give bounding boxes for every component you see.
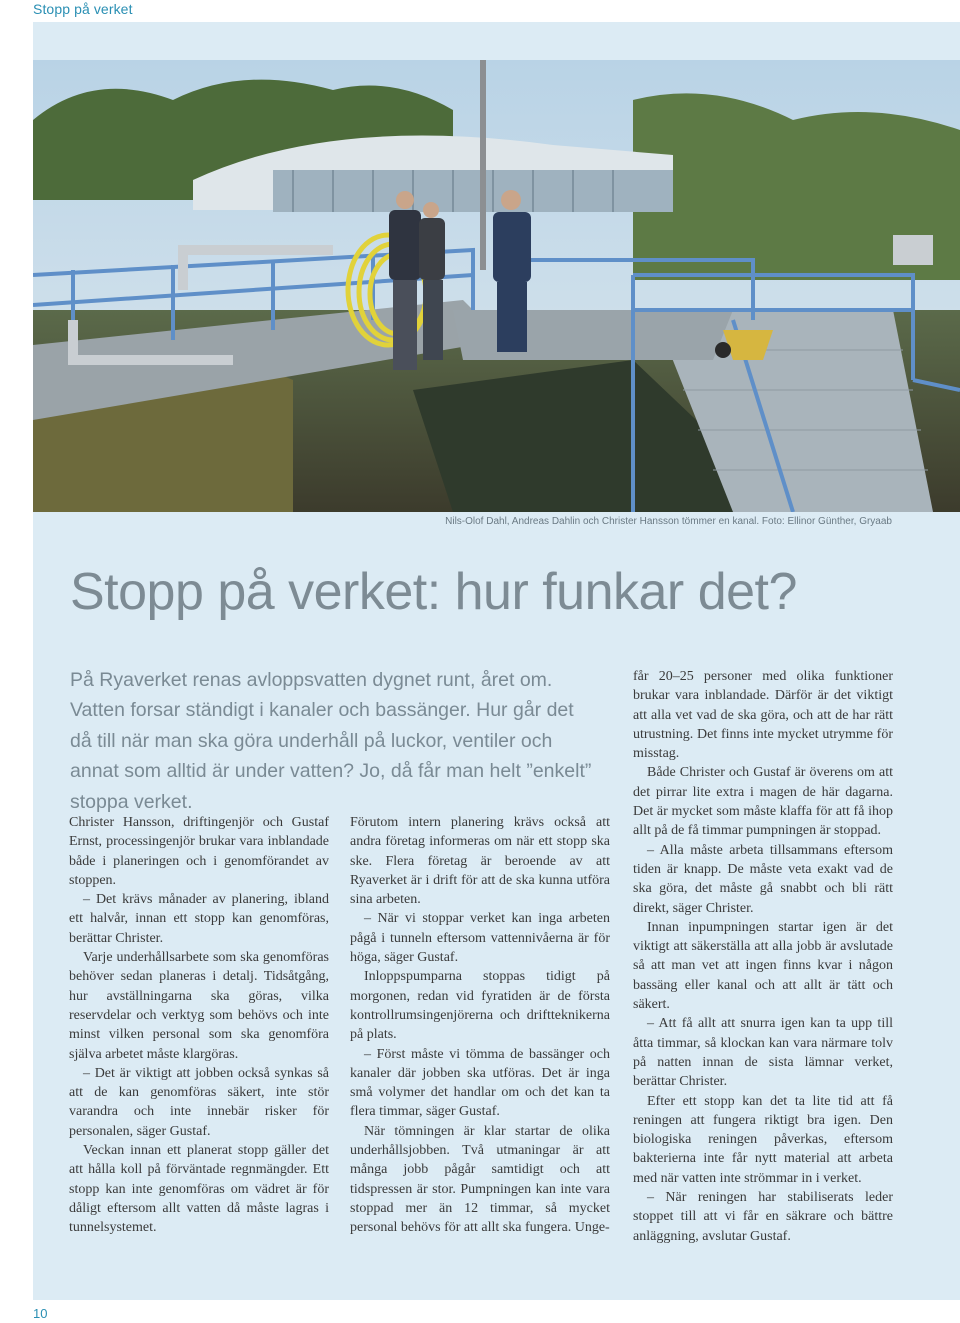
paragraph: Både Christer och Gustaf är överens om att det pirrar lite extra i magen de här dagarna. Det är mycket som måste klaffa för att få ihop allt på de få timmar pumpningen är stoppad. xyxy=(633,765,893,839)
page-number: 10 xyxy=(33,1306,48,1321)
paragraph: – Först måste vi tömma de bassänger och kanaler där jobben ska utföras. Det är inga små volymer det handlar om och det kan ta flera timmar, säger Gustaf. xyxy=(350,1046,610,1120)
page-header xyxy=(0,0,960,22)
paragraph: – Alla måste arbeta tillsammans eftersom tiden är knapp. De måste veta exakt vad de ska göra, det måste gå snabbt och bli rätt direkt, säger Christer. xyxy=(633,842,893,916)
paragraph: får 20–25 personer med olika funktioner brukar vara inblandade. Därför är det viktigt att alla vet vad de ska göra, och att de har rätt utrustning. Det finns inte mycket utrymme för misstag. xyxy=(633,669,893,762)
section-label: Stopp på verket xyxy=(33,1,133,17)
body-column-3 xyxy=(633,667,893,1246)
paragraph: – Att få allt att snurra igen kan ta upp till åtta timmar, så klockan kan vara närmare tolv på natten innan de sista lämnar verket, berättar Christer. xyxy=(633,1016,893,1090)
article-title: Stopp på verket: hur funkar det? xyxy=(70,563,797,621)
article-photo xyxy=(33,60,960,512)
paragraph: – När reningen har stabiliserats leder stoppet till att vi får en säkrare och bättre anläggning, avslutar Gustaf. xyxy=(633,1190,893,1244)
body-column-2 xyxy=(350,813,610,1238)
paragraph: Inloppspumparna stoppas tidigt på morgonen, redan vid fyratiden är de första kontrollrumsingenjörerna och driftteknikerna på plats. xyxy=(350,969,610,1043)
paragraph: – Det är viktigt att jobben också synkas så att de kan genomföras säkert, inte stör varandra och inte innebär risker för personalen, säger Gustaf. xyxy=(69,1065,329,1139)
paragraph: Efter ett stopp kan det ta lite tid att få reningen att fungera riktigt bra igen. Den biologiska reningen påverkas, eftersom bakterierna inte får nytt material att arbeta med när vatten inte strömmar in i verket. xyxy=(633,1093,893,1186)
paragraph: Innan inpumpningen startar igen är det viktigt att säkerställa att alla jobb är avslutade så att man vet att ingen finns kvar i någon bassäng eller kanal och att allt är tätt och säkert. xyxy=(633,919,893,1013)
paragraph: Förutom intern planering krävs också att andra företag informeras om när ett stopp ska ske. Flera företag är beroende av att Ryaverket är i drift för att de ska kunna utföra sina arbeten. xyxy=(350,815,610,908)
paragraph: Christer Hansson, driftingenjör och Gustaf Ernst, processingenjör brukar vara inblandade både i planeringen och i genomförandet av stoppen. xyxy=(69,815,329,888)
paragraph: Veckan innan ett planerat stopp gäller det att hålla koll på förväntade regnmängder. Ett stopp kan inte genomföras om vädret är för dåligt eftersom allt vatten då måste lagras i tunnelsystemet. xyxy=(69,1143,329,1236)
paragraph: Varje underhållsarbete som ska genomföras behöver sedan planeras i detalj. Tidsåtgång, hur avställningarna ska göras, vilka reservdelar och verktyg som behövs och inte minst vilken personal som ska genomföra själva arbetet måste klargöras. xyxy=(69,950,329,1062)
body-column-1 xyxy=(69,813,329,1238)
paragraph: – Det krävs månader av planering, ibland ett halvår, innan ett stopp kan genomföras, berättar Christer. xyxy=(69,892,329,946)
photo-caption: Nils-Olof Dahl, Andreas Dahlin och Christer Hansson tömmer en kanal. Foto: Ellinor Günther, Gryaab xyxy=(445,516,892,527)
article-ingress: På Ryaverket renas avloppsvatten dygnet runt, året om. Vatten forsar ständigt i kanaler och bassänger. Hur går det då till när man ska göra underhåll på luckor, ventiler och annat som alltid är under vatten? Jo, då får man helt ”enkelt” stoppa verket. xyxy=(70,669,592,813)
paragraph: När tömningen är klar startar de olika underhållsjobben. Två utmaningar är att många jobb pågår samtidigt och att tidspressen är stor. Pumpningen kan inte vara stoppad mer än 12 timmar, så mycket personal behövs för att allt ska fungera. Unge- xyxy=(350,1123,610,1236)
paragraph: – När vi stoppar verket kan inga arbeten pågå i tunneln eftersom vattennivåerna är för höga, säger Gustaf. xyxy=(350,911,610,966)
